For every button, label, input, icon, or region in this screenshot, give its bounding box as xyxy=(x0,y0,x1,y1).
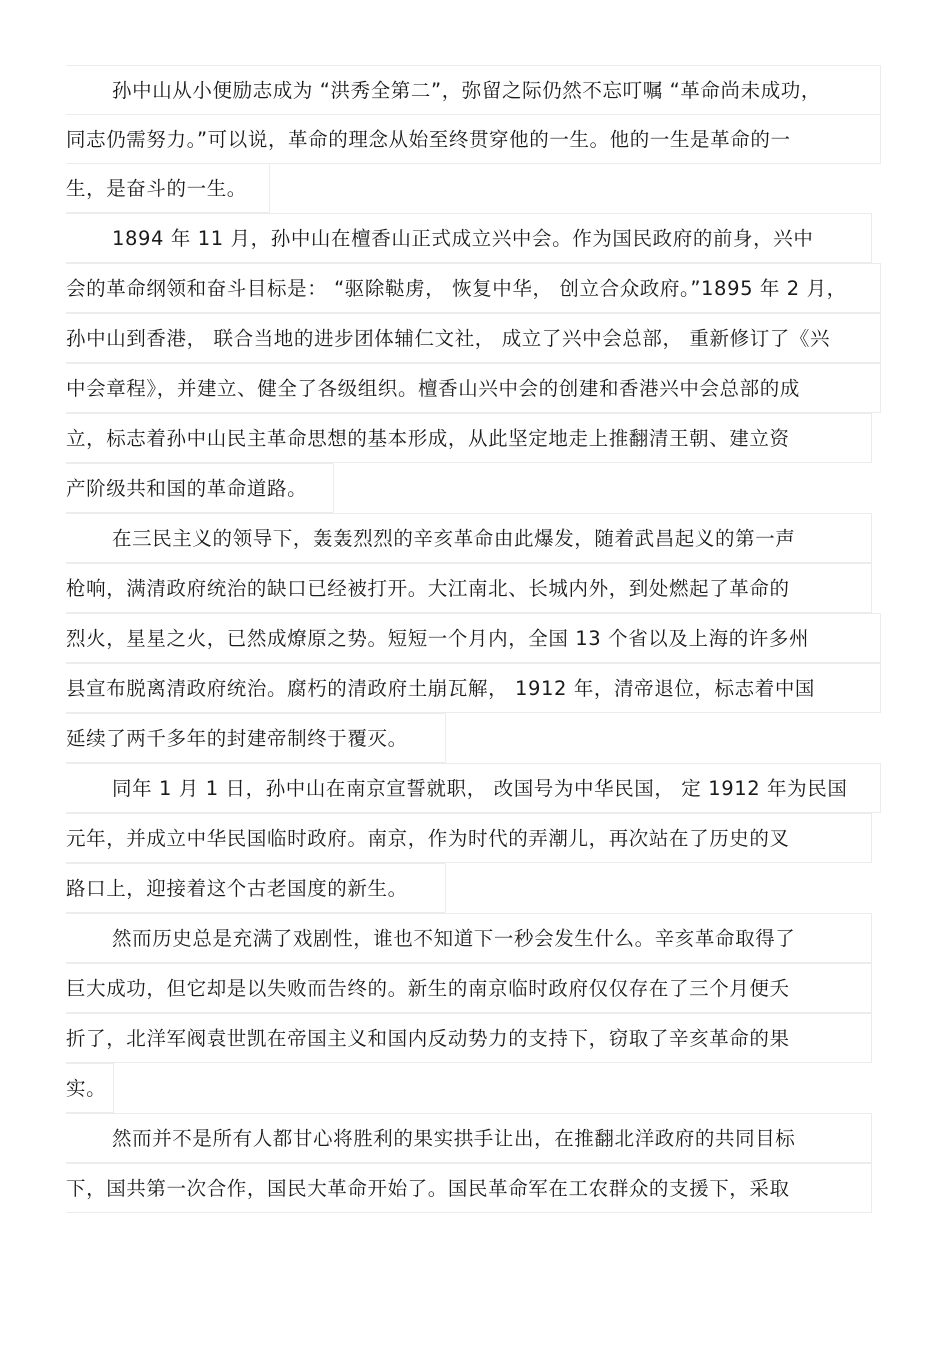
text-line: 立，标志着孙中山民主革命思想的基本形成，从此坚定地走上推翻清王朝、建立资 xyxy=(66,413,872,463)
text-line: 折了，北洋军阀袁世凯在帝国主义和国内反动势力的支持下，窃取了辛亥革命的果 xyxy=(66,1013,872,1063)
text-line: 然而历史总是充满了戏剧性，谁也不知道下一秒会发生什么。辛亥革命取得了 xyxy=(66,913,872,963)
text-line: 实。 xyxy=(66,1063,114,1113)
text-line: 元年，并成立中华民国临时政府。南京，作为时代的弄潮儿，再次站在了历史的叉 xyxy=(66,813,872,863)
text-line: 孙中山到香港， 联合当地的进步团体辅仁文社， 成立了兴中会总部， 重新修订了《兴 xyxy=(66,313,881,363)
text-line: 巨大成功，但它却是以失败而告终的。新生的南京临时政府仅仅存在了三个月便夭 xyxy=(66,963,872,1013)
text-line: 县宣布脱离清政府统治。腐朽的清政府土崩瓦解， 1912 年，清帝退位，标志着中国 xyxy=(66,663,881,713)
text-line: 烈火，星星之火，已然成燎原之势。短短一个月内，全国 13 个省以及上海的许多州 xyxy=(66,613,881,663)
text-line: 枪响，满清政府统治的缺口已经被打开。大江南北、长城内外，到处燃起了革命的 xyxy=(66,563,872,613)
text-line: 路口上，迎接着这个古老国度的新生。 xyxy=(66,863,446,913)
text-line: 产阶级共和国的革命道路。 xyxy=(66,463,334,513)
text-line: 同志仍需努力。”可以说，革命的理念从始至终贯穿他的一生。他的一生是革命的一 xyxy=(66,114,881,164)
text-line: 孙中山从小便励志成为 “洪秀全第二”，弥留之际仍然不忘叮嘱 “革命尚未成功， xyxy=(66,65,881,115)
text-line: 下，国共第一次合作，国民大革命开始了。国民革命军在工农群众的支援下，采取 xyxy=(66,1163,872,1213)
text-line: 然而并不是所有人都甘心将胜利的果实拱手让出，在推翻北洋政府的共同目标 xyxy=(66,1113,872,1163)
text-line: 延续了两千多年的封建帝制终于覆灭。 xyxy=(66,713,446,763)
text-line: 生，是奋斗的一生。 xyxy=(66,163,270,213)
text-line: 在三民主义的领导下，轰轰烈烈的辛亥革命由此爆发，随着武昌起义的第一声 xyxy=(66,513,872,563)
text-line: 中会章程》，并建立、健全了各级组织。檀香山兴中会的创建和香港兴中会总部的成 xyxy=(66,363,881,413)
text-line: 同年 1 月 1 日，孙中山在南京宣誓就职， 改国号为中华民国， 定 1912 年为民国 xyxy=(66,763,881,813)
text-line: 会的革命纲领和奋斗目标是： “驱除鞑虏， 恢复中华， 创立合众政府。”1895 年 2 月， xyxy=(66,263,881,313)
text-line: 1894 年 11 月，孙中山在檀香山正式成立兴中会。作为国民政府的前身，兴中 xyxy=(66,213,872,263)
